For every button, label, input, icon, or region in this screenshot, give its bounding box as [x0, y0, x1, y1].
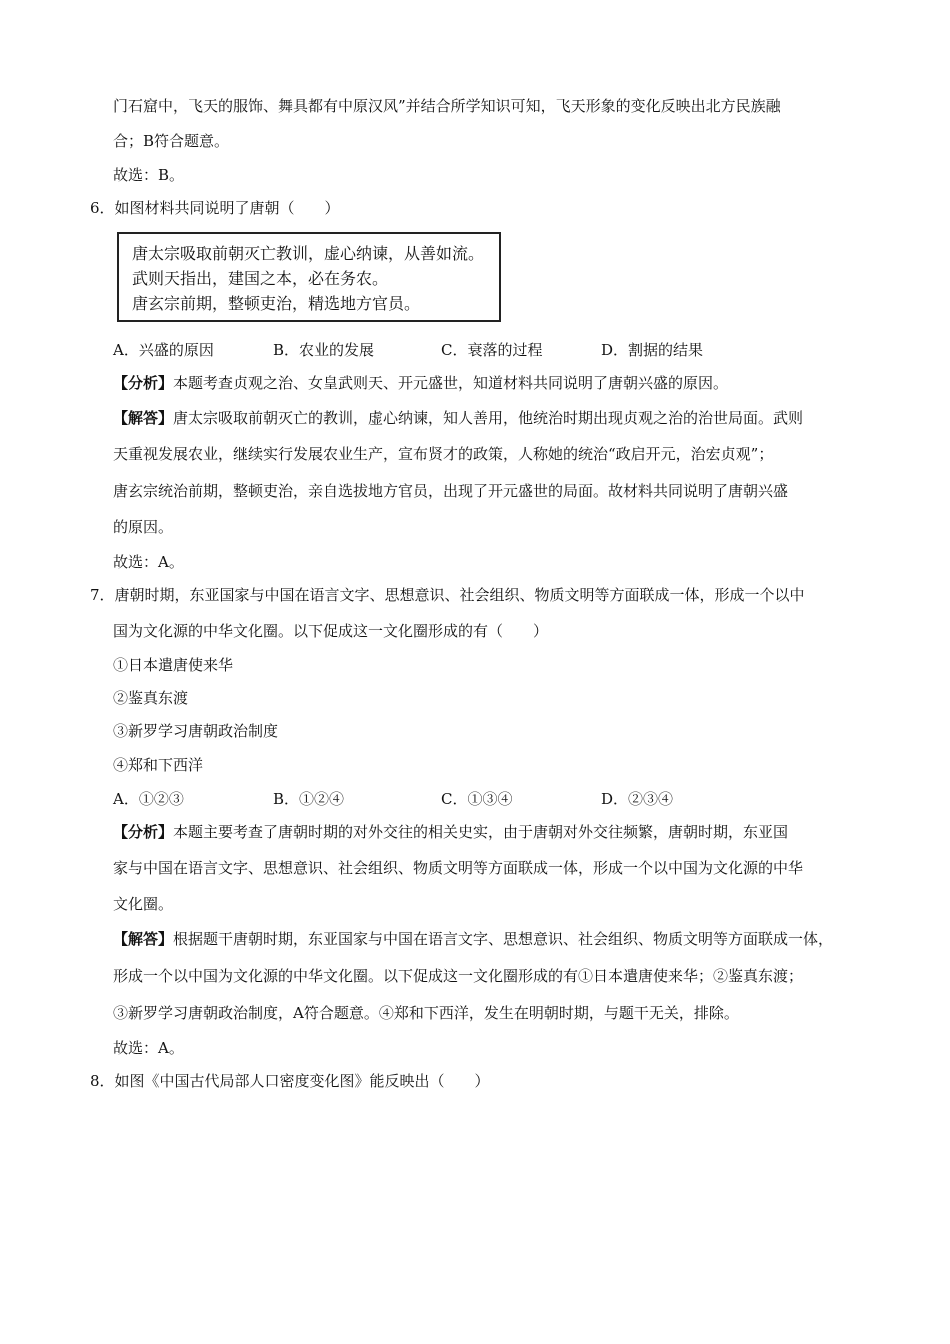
q6-material-line-1: 唐太宗吸取前朝灭亡教训，虚心纳谏，从善如流。: [132, 244, 485, 263]
q6-option-a: A．兴盛的原因: [113, 341, 214, 359]
q7-option-c: C．①③④: [441, 790, 513, 808]
q6-option-d: D．割据的结果: [601, 341, 704, 359]
q6-stem: 6．如图材料共同说明了唐朝（ ）: [90, 199, 340, 217]
q7-item-1: ①日本遣唐使来华: [113, 656, 234, 674]
q7-analysis-text-1: 本题主要考查了唐朝时期的对外交往的相关史实，由于唐朝对外交往频繁，唐朝时期，东亚国: [173, 823, 789, 841]
q6-analysis-text: 本题考查贞观之治、女皇武则天、开元盛世，知道材料共同说明了唐朝兴盛的原因。: [173, 374, 729, 392]
q6-analysis-tag: 【分析】: [113, 374, 174, 392]
q7-option-b: B．①②④: [273, 790, 345, 808]
q7-solution-line-1: [113, 929, 833, 949]
prev-answer-line-1: 门石窟中，飞天的服饰、舞具都有中原汉风”并结合所学知识可知，飞天形象的变化反映出北方民族融: [113, 97, 781, 115]
q6-solution-line-3: 唐玄宗统治前期，整顿吏治，亲自选拔地方官员，出现了开元盛世的局面。故材料共同说明了唐朝兴盛: [113, 482, 789, 500]
q6-choice: 故选：A。: [113, 553, 184, 571]
q7-choice: 故选：A。: [113, 1039, 184, 1057]
q7-stem-line-2: 国为文化源的中华文化圈。以下促成这一文化圈形成的有（ ）: [113, 622, 549, 640]
q6-material-line-2: 武则天指出，建国之本，必在务农。: [132, 269, 389, 288]
q7-solution-line-2: 形成一个以中国为文化源的中华文化圈。以下促成这一文化圈形成的有①日本遣唐使来华；②鉴真东渡；: [113, 967, 804, 985]
q7-item-3: ③新罗学习唐朝政治制度: [113, 722, 279, 740]
q6-analysis: [113, 373, 728, 393]
q7-option-a: A．①②③: [113, 790, 184, 808]
q6-solution-line-2: 天重视发展农业，继续实行发展农业生产，宣布贤才的政策，人称她的统治“政启开元，治宏贞观”；: [113, 445, 774, 463]
q7-solution-text-1: 根据题干唐朝时期，东亚国家与中国在语言文字、思想意识、社会组织、物质文明等方面联成一体，: [173, 930, 834, 948]
q6-option-b: B．农业的发展: [273, 341, 375, 359]
q7-analysis-line-2: 家与中国在语言文字、思想意识、社会组织、物质文明等方面联成一体，形成一个以中国为文化源的中华: [113, 859, 804, 877]
q6-option-c: C．衰落的过程: [441, 341, 543, 359]
q7-solution-tag: 【解答】: [113, 930, 174, 948]
q7-analysis-tag: 【分析】: [113, 823, 174, 841]
prev-answer-line-2: 合；B符合题意。: [113, 132, 230, 150]
q6-material-line-3: 唐玄宗前期，整顿吏治，精选地方官员。: [132, 294, 421, 313]
q6-solution-tag: 【解答】: [113, 409, 174, 427]
q6-solution-line-4: 的原因。: [113, 518, 174, 536]
q8-stem: 8．如图《中国古代局部人口密度变化图》能反映出（ ）: [90, 1072, 490, 1090]
q6-solution-line-1: [113, 408, 803, 428]
q7-analysis-line-3: 文化圈。: [113, 895, 174, 913]
q6-material-box: [117, 232, 501, 322]
prev-answer-choice: 故选：B。: [113, 166, 185, 184]
q7-analysis-line-1: [113, 822, 788, 842]
q6-solution-text-1: 唐太宗吸取前朝灭亡的教训，虚心纳谏，知人善用，他统治时期出现贞观之治的治世局面。武则: [173, 409, 804, 427]
q7-item-2: ②鉴真东渡: [113, 689, 189, 707]
q7-stem-line-1: 7．唐朝时期，东亚国家与中国在语言文字、思想意识、社会组织、物质文明等方面联成一体，形成一个以中: [90, 586, 805, 604]
q7-solution-line-3: ③新罗学习唐朝政治制度，A符合题意。④郑和下西洋，发生在明朝时期，与题干无关，排除。: [113, 1004, 739, 1022]
q7-item-4: ④郑和下西洋: [113, 756, 204, 774]
q7-option-d: D．②③④: [601, 790, 674, 808]
